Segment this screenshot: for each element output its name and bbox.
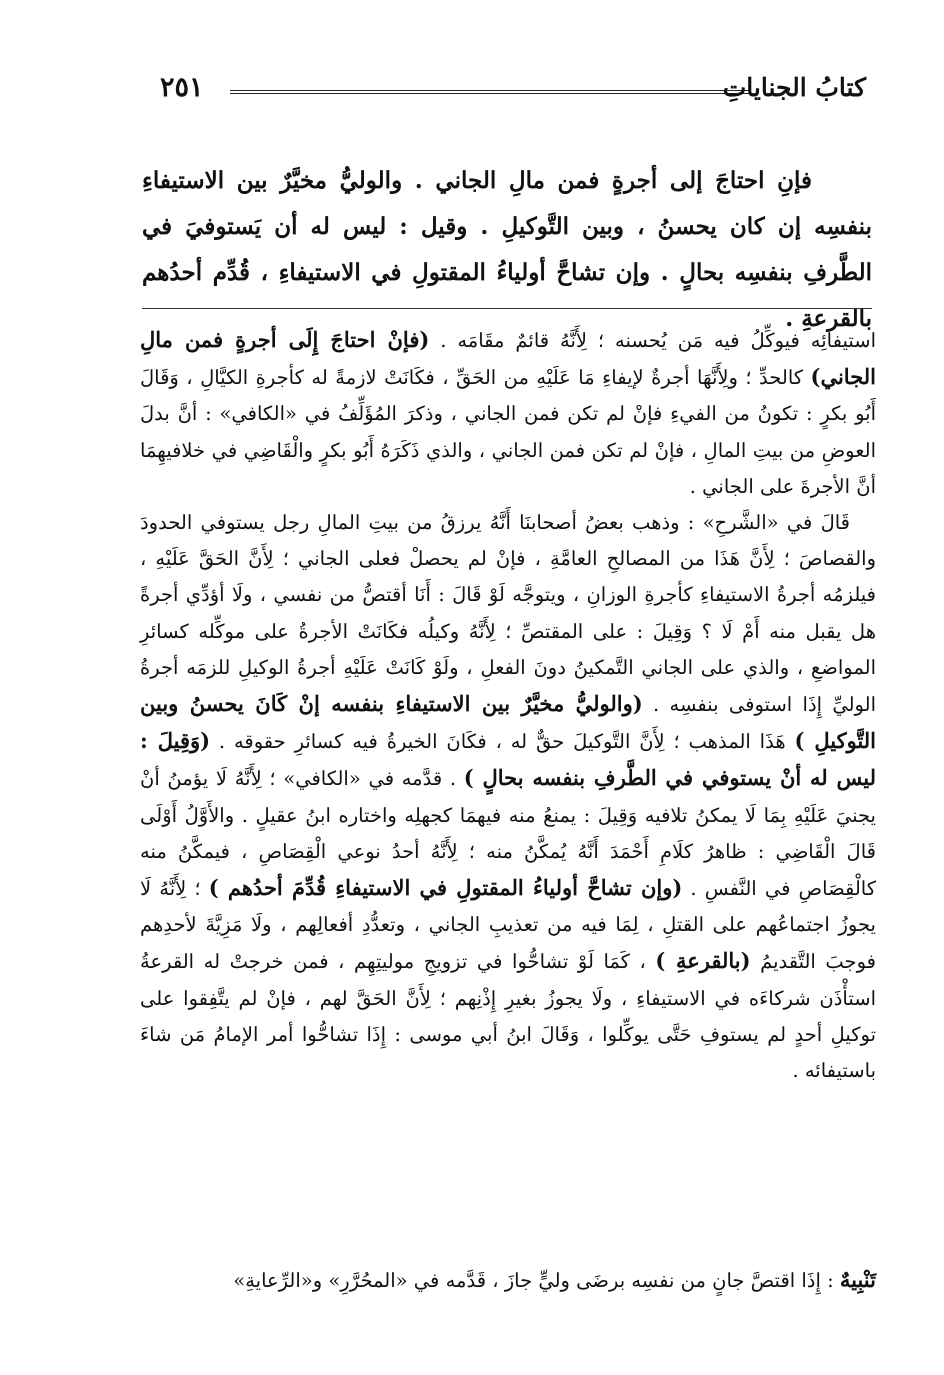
page-header [160, 70, 866, 110]
commentary [140, 322, 876, 1089]
quoted-matn: (والوليُّ مخيَّرٌ بين الاستيفاءِ بنفسه إنْ كَانَ يحسنُ وبين التَّوكيلِ ) [140, 691, 877, 754]
commentary-text: . قدَّمه في «الكافي» ؛ لِأَنَّهُ لَا يؤمنُ أنْ يجنيَ عَلَيْهِ بِمَا لَا يمكنُ تلافيه وَقِيلَ : يمنعُ منه فيهمَا كجهلِه واختاره ابنُ عقيلٍ . والأَوَّلُ أَوْلَى قَالَ الْقَاضِي : ظاهرُ كلَامِ أَحْمَدَ أَنَّهُ يُمكَّنُ منه ؛ لِأَنَّهُ أحدُ نوعي الْقِصَاصِ ، فيمكَّنُ منه كالْقِصَاصِ في النَّفسِ . [140, 767, 877, 901]
note-text: : إِذَا اقتصَّ جانٍ من نفسِه برضَى وليٍّ جازَ ، قَدَّمه في «المحُرَّرِ» و«الرِّعايةِ» [233, 1269, 840, 1292]
commentary-text: قَالَ في «الشَّرحِ» : وذهب بعضُ أصحابنَا أَنَّهُ يرزقُ من بيتِ المالِ رجل يستوفي الحدودَ والقصاصَ ؛ لِأَنَّ هَذَا من المصالحِ العامَّةِ ، فإنْ لم يحصلْ فعلى الجاني ؛ لِأَنَّ الحَقَّ عَلَيْهِ ، فيلزمُه أجرةُ الاستيفاءِ كأجرةِ الوزانِ ، ويتوجَّه لَوْ قَالَ : أَنَا أقتصُّ من نفسي ، ولَا أؤدِّي أجرةً هل يقبل منه أَمْ لَا ؟ وَقِيلَ : على المقتصِّ ؛ لِأَنَّهُ وكيلُه فكَانَتْ الأجرةُ على موكِّله كسائرِ المواضعِ ، والذي على الجاني التَّمكينُ دونَ الفعلِ ، ولَوْ كَانَتْ عَلَيْهِ أجرةُ الوكيلِ للزمَه أجرةُ الوليِّ إِذَا استوفى بنفسِه . [140, 511, 876, 717]
section-divider [142, 308, 872, 309]
page-number: ٢٥١ [160, 72, 204, 103]
commentary-text: ؛ لِأَنَّهُ لَا يجوزُ اجتماعُهم على القتلِ ، لِمَا فيه من تعذيبِ الجاني ، وتعدُّدِ أفعالِهم ، ولَا مَزِيَّةَ لأحدِهم فوجبَ التَّقديمُ [140, 877, 876, 974]
commentary-text: استيفائِه فيوكِّلُ فيه مَن يُحسنه ؛ لِأَنَّهُ قائمٌ مقَامَه . [429, 329, 876, 352]
quoted-matn: (بالقرعةِ ) [655, 948, 751, 974]
main-text [142, 158, 872, 342]
note-label: تَنْبِيهٌ [839, 1267, 876, 1292]
commentary-text: ، كَمَا لَوْ تشاحُّوا في تزويجِ موليتِهِم ، فمن خرجتْ له القرعةُ استأْذَن شركاءَه في الاستيفاءِ ، ولَا يجوزُ بغيرِ إِذْنِهم ؛ لِأَنَّ الحَقَّ لهم ، فإنْ لم يتَّفِقوا على توكيلِ أحدٍ لم يستوفِ حَتَّى يوكِّلوا ، وَقَالَ ابنُ أبي موسى : إِذَا تشاحُّوا أمر الإمامُ مَن شاءَ باستيفائه . [140, 950, 876, 1083]
main-text-paragraph: فإنِ احتاجَ إلى أجرةٍ فمن مالِ الجاني . والوليُّ مخيَّرٌ بين الاستيفاءِ بنفسِه إن كان يحسنُ ، وبين التَّوكيلِ . وقيل : ليس له أن يَستوفيَ في الطَّرفِ بنفسِه بحالٍ . وإن تشاحَّ أولياءُ المقتولِ في الاستيفاءِ ، قُدِّم أحدُهم بالقرعةِ . [142, 167, 872, 332]
note [140, 1262, 876, 1299]
commentary-paragraph-1 [140, 322, 876, 505]
quoted-matn: (وإن تشاحَّ أولياءُ المقتولِ في الاستيفاءِ قُدِّمَ أحدُهم ) [208, 875, 683, 901]
header-rule [230, 90, 750, 94]
quoted-matn: (وَقِيلَ : ليس له أنْ يستوفي في الطَّرفِ بنفسه بحالٍ ) [140, 728, 876, 791]
commentary-paragraph-2 [140, 505, 876, 1089]
quoted-matn: (فإنْ احتاجَ إِلَى أجرةٍ فمن مالِ الجاني) [140, 327, 876, 390]
commentary-text: كالحدِّ ؛ ولِأَنَّهَا أجرةٌ لإيفاءِ مَا عَلَيْهِ من الحَقِّ ، فكَانَتْ لازمةً له كأجرةِ الكيَّالِ ، وَقَالَ أَبُو بكرٍ : تكونُ من الفيءِ فإنْ لم تكن فمن الجاني ، وذكرَ المُؤَلِّفُ في «الكافي» : أنَّ بدلَ العوضِ من بيتِ المالِ ، فإنْ لم تكن فمن الجاني ، والذي ذَكَرَهُ أَبُو بكرٍ والْقَاضِي في خلافيهِمَا أنَّ الأجرةَ على الجاني . [140, 366, 876, 498]
running-title: كتابُ الجناياتِ [722, 73, 866, 102]
commentary-text: هَذَا المذهب ؛ لِأَنَّ التَّوكيلَ حقٌّ له ، فكَانَ الخيرةُ فيه كسائرِ حقوقه . [210, 730, 795, 754]
